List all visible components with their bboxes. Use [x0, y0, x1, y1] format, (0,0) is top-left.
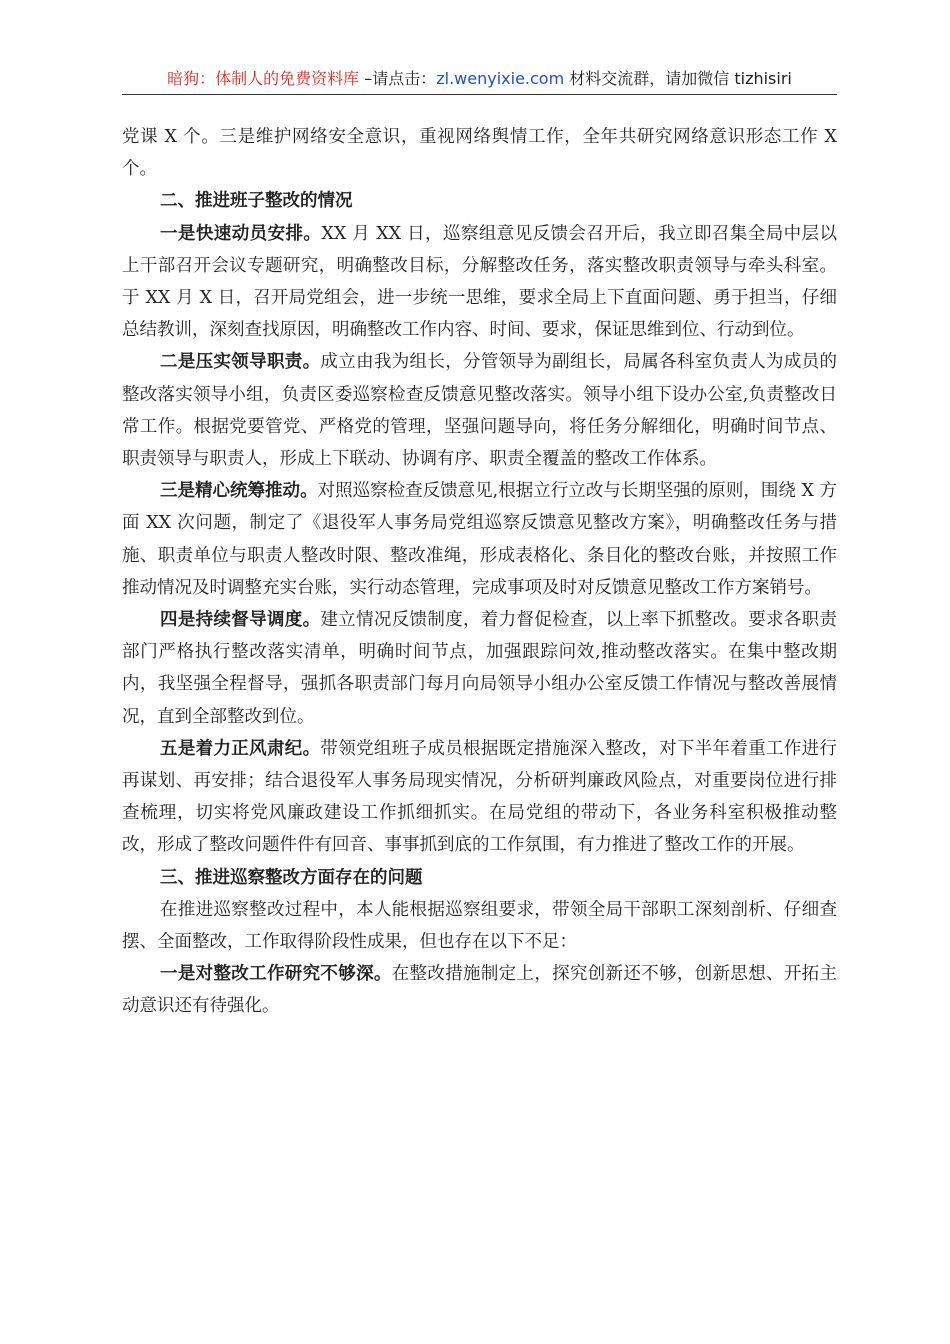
paragraph-text: 在整改措施制定上，探究创新还不够，创新思想、开拓主动意识还有待强化。 [122, 964, 838, 1017]
header-wechat-note: 材料交流群，请加微信 tizhisiri [564, 69, 792, 88]
section-heading-2: 二、推进班子整改的情况 [160, 191, 353, 212]
page-header [122, 64, 837, 95]
section-heading-3: 三、推进巡察整改方面存在的问题 [160, 867, 423, 888]
paragraph-text: 带领党组班子成员根据既定措施深入整改，对下半年着重工作进行再谋划、再安排；结合退役军人事务局现实情况，分析研判廉政风险点，对重要岗位进行排查梳理，切实将党风廉政建设工作抓细抓实。在局党组的带动下，各业务科室积极推动整改，形成了整改问题件件有回音、事事抓到底的工作氛围，有力推进了整改工作的开展。 [122, 738, 838, 856]
paragraph-lead: 四是持续督导调度。 [160, 610, 321, 631]
paragraph-item [122, 218, 837, 347]
paragraph-item [122, 733, 837, 862]
paragraph-text: 成立由我为组长，分管领导为副组长，局属各科室负责人为成员的整改落实领导小组，负责区委巡察检查反馈意见整改落实。领导小组下设办公室,负责整改日常工作。根据党要管党、严格党的管理，坚强问题导向，将任务分解细化，明确时间节点、职责领导与职责人，形成上下联动、协调有序、职责全覆盖的整改工作体系。 [122, 352, 838, 470]
paragraph-text: 对照巡察检查反馈意见,根据立行立改与长期坚强的原则，围绕 X 方面 XX 次问题，制定了《退役军人事务局党组巡察反馈意见整改方案》，明确整改任务与措施、职责单位与职责人整改时限、整改准绳，形成表格化、条目化的整改台账，并按照工作推动情况及时调整充实台账，实行动态管理，完成事项及时对反馈意见整改工作方案销号。 [122, 481, 838, 598]
paragraph-lead: 一是对整改工作研究不够深。 [160, 964, 392, 985]
paragraph-item [122, 604, 837, 733]
paragraph-text: 建立情况反馈制度，着力督促检查，以上率下抓整改。要求各职责部门严格执行整改落实清单，明确时间节点，加强跟踪问效,推动整改落实。在集中整改期内，我坚强全程督导，强抓各职责部门每月向局领导小组办公室反馈工作情况与整改善展情况，直到全部整改到位。 [122, 610, 838, 727]
paragraph-lead: 三是精心统筹推动。 [160, 481, 318, 502]
paragraph-lead: 二是压实领导职责。 [160, 352, 321, 373]
paragraph-text: XX 月 XX 日，巡察组意见反馈会召开后，我立即召集全局中层以上干部召开会议专题研究，明确整改目标，分解整改任务，落实整改职责领导与牵头科室。于 XX 月 X 日，召开局党组会，进一步统一思维，要求全局上下直面问题、勇于担当，仔细总结教训，深刻查找原因，明确整改工作内容、时间、要求，保证思维到位、行动到位。 [122, 223, 837, 341]
paragraph-lead: 一是快速动员安排。 [160, 223, 322, 244]
header-link[interactable]: zl.wenyixie.com [436, 69, 565, 88]
paragraph-item [122, 894, 837, 958]
header-click-prompt: –请点击： [359, 69, 437, 88]
paragraph-item [122, 958, 837, 1022]
document-body [122, 121, 837, 1023]
paragraph-item [122, 346, 837, 475]
paragraph-continuation: 党课 X 个。三是维护网络安全意识，重视网络舆情工作，全年共研究网络意识形态工作 X 个。 [122, 127, 837, 180]
header-site-title: 暗狗：体制人的免费资料库 [167, 69, 360, 88]
paragraph-item [122, 475, 837, 604]
paragraph-lead: 五是着力正风肃纪。 [160, 738, 321, 759]
paragraph-text: 在推进巡察整改过程中，本人能根据巡察组要求，带领全局干部职工深刻剖析、仔细查摆、全面整改，工作取得阶段性成果，但也存在以下不足： [122, 899, 837, 953]
